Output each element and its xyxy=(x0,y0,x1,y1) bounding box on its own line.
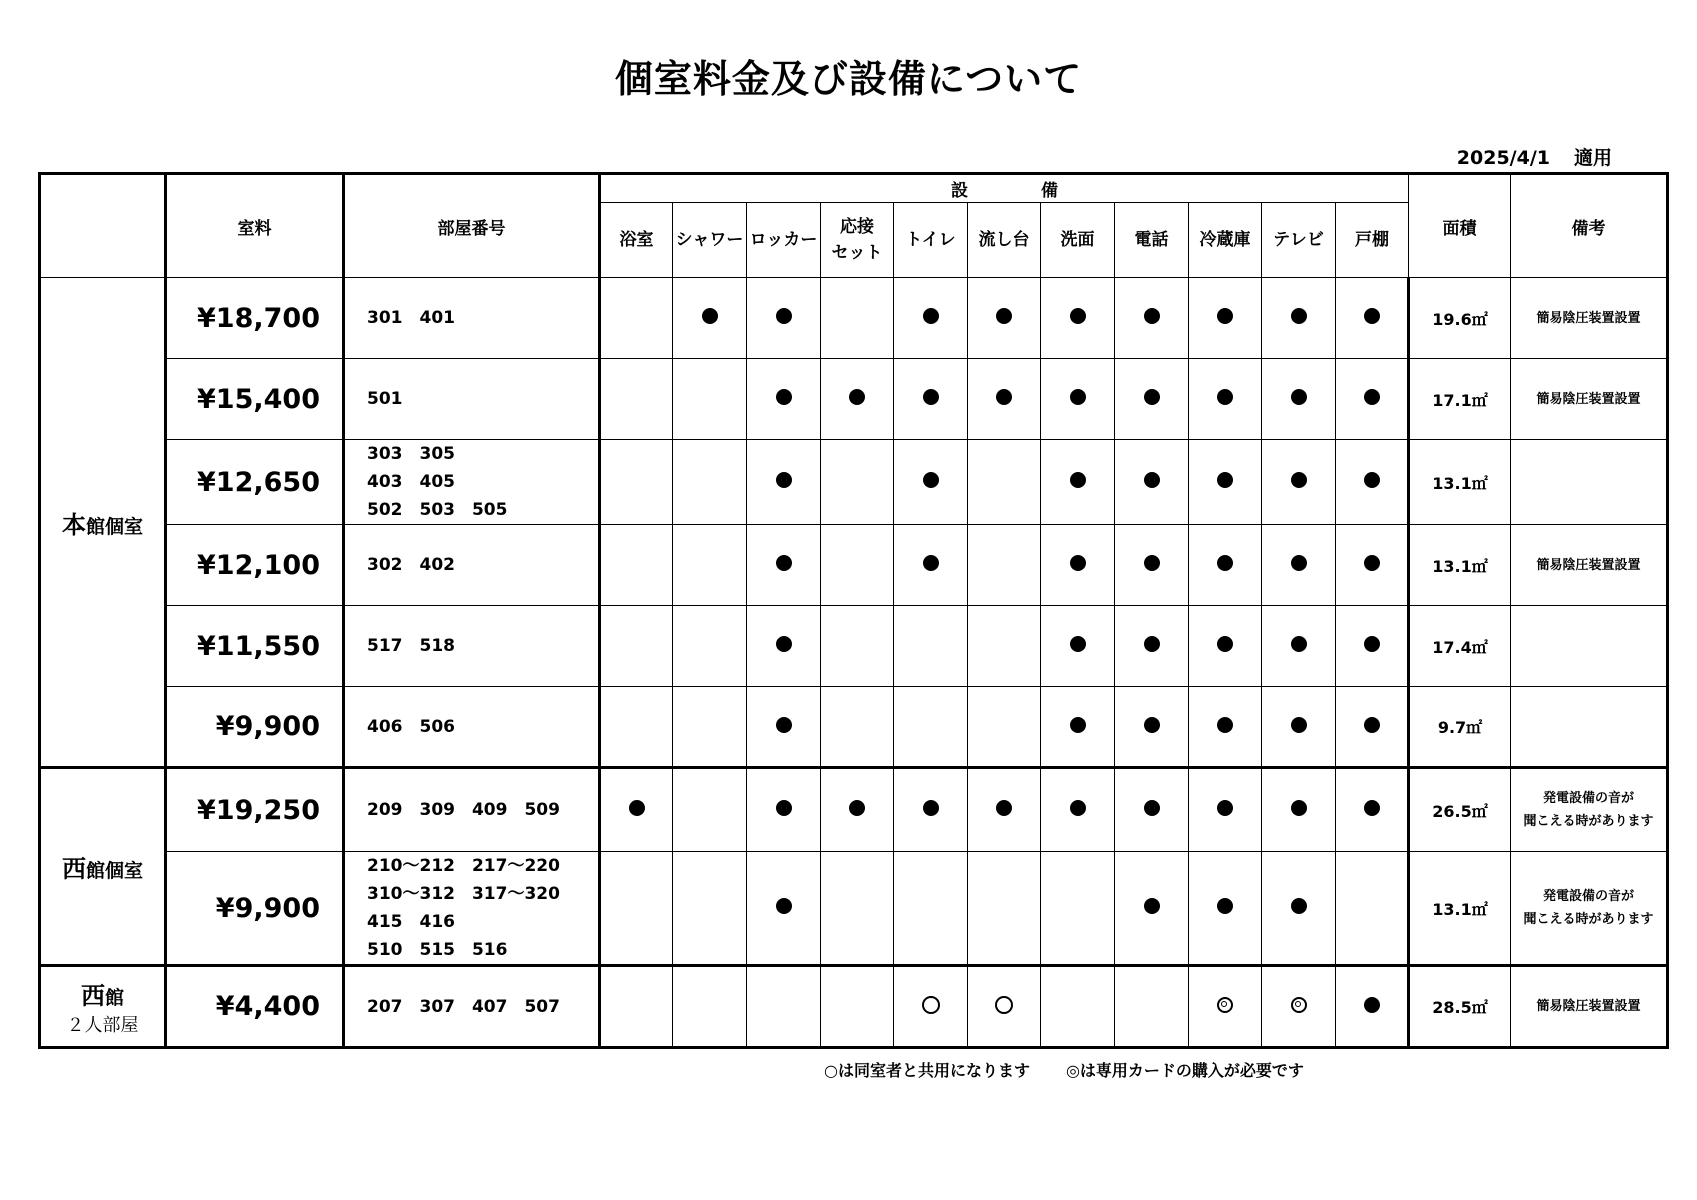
equipment-cell xyxy=(673,687,747,768)
room-area: 17.1㎡ xyxy=(1409,359,1511,440)
equipment-cell xyxy=(1336,768,1409,852)
equipment-cell xyxy=(673,359,747,440)
filled-dot-icon xyxy=(776,472,792,488)
equipment-cell xyxy=(894,359,968,440)
filled-dot-icon xyxy=(1291,472,1307,488)
filled-dot-icon xyxy=(1070,636,1086,652)
equipment-cell xyxy=(1041,768,1115,852)
header-equipment-col: 洗面 xyxy=(1041,203,1115,278)
filled-dot-icon xyxy=(776,308,792,324)
room-area: 9.7㎡ xyxy=(1409,687,1511,768)
filled-dot-icon xyxy=(1070,389,1086,405)
filled-dot-icon xyxy=(996,800,1012,816)
room-price: ¥18,700 xyxy=(166,278,344,359)
group-label-initial: 西 xyxy=(80,982,105,1010)
room-area: 13.1㎡ xyxy=(1409,440,1511,525)
filled-dot-icon xyxy=(1070,555,1086,571)
equipment-cell xyxy=(600,440,673,525)
equipment-cell xyxy=(1189,525,1262,606)
filled-dot-icon xyxy=(996,389,1012,405)
filled-dot-icon xyxy=(1070,717,1086,733)
header-equipment-col: 冷蔵庫 xyxy=(1189,203,1262,278)
filled-dot-icon xyxy=(1144,717,1160,733)
room-remark xyxy=(1511,606,1668,687)
room-number-line: 210～212 217～220 xyxy=(367,856,560,876)
filled-dot-icon xyxy=(1144,389,1160,405)
equipment-cell xyxy=(968,606,1041,687)
equipment-cell xyxy=(968,359,1041,440)
equipment-cell xyxy=(747,278,821,359)
equipment-cell xyxy=(1262,278,1336,359)
equipment-cell xyxy=(1189,852,1262,966)
equipment-cell xyxy=(1189,687,1262,768)
header-equipment-col: 戸棚 xyxy=(1336,203,1409,278)
room-area: 28.5㎡ xyxy=(1409,966,1511,1048)
table-row xyxy=(40,606,1668,687)
room-numbers xyxy=(344,440,600,525)
room-remark: 発電設備の音が 聞こえる時があります xyxy=(1511,852,1668,966)
room-price: ¥12,650 xyxy=(166,440,344,525)
equipment-cell xyxy=(673,606,747,687)
header-equipment-col: 応接 セット xyxy=(821,203,894,278)
equipment-cell xyxy=(673,852,747,966)
equipment-cell xyxy=(1336,606,1409,687)
equipment-cell xyxy=(747,768,821,852)
filled-dot-icon xyxy=(1070,308,1086,324)
equipment-cell xyxy=(1262,687,1336,768)
header-area: 面積 xyxy=(1409,174,1511,278)
room-number-line: 207 307 407 507 xyxy=(367,996,560,1017)
filled-dot-icon xyxy=(776,389,792,405)
filled-dot-icon xyxy=(923,472,939,488)
filled-dot-icon xyxy=(1364,555,1380,571)
filled-dot-icon xyxy=(1364,389,1380,405)
filled-dot-icon xyxy=(1070,472,1086,488)
filled-dot-icon xyxy=(1364,636,1380,652)
equipment-cell xyxy=(673,440,747,525)
equipment-cell xyxy=(1262,768,1336,852)
equipment-cell xyxy=(1041,440,1115,525)
filled-dot-icon xyxy=(1144,636,1160,652)
equipment-cell xyxy=(968,440,1041,525)
equipment-cell xyxy=(600,687,673,768)
equipment-cell xyxy=(1115,525,1189,606)
equipment-cell xyxy=(894,687,968,768)
room-price: ¥11,550 xyxy=(166,606,344,687)
room-numbers xyxy=(344,768,600,852)
equipment-cell xyxy=(821,852,894,966)
filled-dot-icon xyxy=(1144,800,1160,816)
equipment-cell xyxy=(1189,359,1262,440)
table-row xyxy=(40,852,1668,966)
room-remark xyxy=(1511,440,1668,525)
room-remark: 簡易陰圧装置設置 xyxy=(1511,278,1668,359)
room-number-line: 310～312 317～320 xyxy=(367,884,560,904)
equipment-cell xyxy=(1336,359,1409,440)
room-remark: 発電設備の音が 聞こえる時があります xyxy=(1511,768,1668,852)
equipment-cell xyxy=(821,359,894,440)
group-label-rest: 館 xyxy=(104,987,124,1009)
filled-dot-icon xyxy=(849,389,865,405)
equipment-cell xyxy=(1336,852,1409,966)
equipment-cell xyxy=(1115,687,1189,768)
filled-dot-icon xyxy=(1144,898,1160,914)
header-remarks: 備考 xyxy=(1511,174,1668,278)
room-price: ¥19,250 xyxy=(166,768,344,852)
equipment-cell xyxy=(821,525,894,606)
equipment-cell xyxy=(1336,440,1409,525)
filled-dot-icon xyxy=(1291,800,1307,816)
room-number-line: 415 416 xyxy=(367,912,455,932)
filled-dot-icon xyxy=(1144,555,1160,571)
filled-dot-icon xyxy=(702,308,718,324)
equipment-cell xyxy=(894,606,968,687)
equipment-cell xyxy=(600,606,673,687)
equipment-cell xyxy=(968,852,1041,966)
equipment-cell xyxy=(968,525,1041,606)
room-price: ¥9,900 xyxy=(166,687,344,768)
equipment-cell xyxy=(1115,768,1189,852)
equipment-cell xyxy=(1041,852,1115,966)
room-area: 17.4㎡ xyxy=(1409,606,1511,687)
header-equipment-col: テレビ xyxy=(1262,203,1336,278)
equipment-cell xyxy=(1262,440,1336,525)
equipment-cell xyxy=(747,966,821,1048)
filled-dot-icon xyxy=(1291,389,1307,405)
equipment-cell xyxy=(747,525,821,606)
equipment-cell xyxy=(1336,525,1409,606)
equipment-cell xyxy=(894,852,968,966)
filled-dot-icon xyxy=(1291,555,1307,571)
header-rooms: 部屋番号 xyxy=(344,174,600,278)
filled-dot-icon xyxy=(1144,472,1160,488)
equipment-cell xyxy=(673,525,747,606)
equipment-cell xyxy=(673,768,747,852)
filled-dot-icon xyxy=(1364,308,1380,324)
equipment-cell xyxy=(894,525,968,606)
equipment-cell xyxy=(968,278,1041,359)
equipment-cell xyxy=(747,440,821,525)
filled-dot-icon xyxy=(1364,800,1380,816)
equipment-cell xyxy=(1336,278,1409,359)
room-number-line: 303 305 xyxy=(367,444,455,464)
equipment-cell xyxy=(1336,966,1409,1048)
room-remark: 簡易陰圧装置設置 xyxy=(1511,525,1668,606)
equipment-cell xyxy=(1262,852,1336,966)
equipment-cell xyxy=(894,966,968,1048)
date-value: 2025/4/1 xyxy=(1456,147,1550,169)
filled-dot-icon xyxy=(776,898,792,914)
filled-dot-icon xyxy=(923,389,939,405)
page-title: 個室料金及び設備について xyxy=(614,57,1083,101)
equipment-cell xyxy=(600,359,673,440)
equipment-cell xyxy=(600,966,673,1048)
filled-dot-icon xyxy=(1217,555,1233,571)
equipment-cell xyxy=(968,966,1041,1048)
room-number-line: 302 402 xyxy=(367,555,455,575)
equipment-cell xyxy=(747,687,821,768)
filled-dot-icon xyxy=(923,555,939,571)
equipment-cell xyxy=(673,278,747,359)
room-price: ¥15,400 xyxy=(166,359,344,440)
equipment-cell xyxy=(1115,852,1189,966)
room-number-line: 301 401 xyxy=(367,308,455,328)
room-remark: 簡易陰圧装置設置 xyxy=(1511,359,1668,440)
group-label-rest: 館個室 xyxy=(85,515,143,538)
room-numbers xyxy=(344,966,600,1048)
equipment-cell xyxy=(1041,278,1115,359)
equipment-cell xyxy=(1041,606,1115,687)
filled-dot-icon xyxy=(1217,800,1233,816)
table-row xyxy=(40,966,1668,1048)
open-circle-icon xyxy=(922,996,940,1014)
filled-dot-icon xyxy=(923,800,939,816)
group-label xyxy=(40,278,166,768)
equipment-cell xyxy=(1189,278,1262,359)
filled-dot-icon xyxy=(776,555,792,571)
filled-dot-icon xyxy=(1217,389,1233,405)
equipment-cell xyxy=(1115,359,1189,440)
group-label-initial: 本 xyxy=(61,510,86,539)
room-area: 13.1㎡ xyxy=(1409,525,1511,606)
equipment-cell xyxy=(747,606,821,687)
equipment-cell xyxy=(821,440,894,525)
filled-dot-icon xyxy=(1291,636,1307,652)
header-equipment-col: トイレ xyxy=(894,203,968,278)
double-circle-icon xyxy=(1217,997,1233,1013)
date-suffix: 適用 xyxy=(1573,147,1612,169)
filled-dot-icon xyxy=(1217,717,1233,733)
header-equipment-col: 浴室 xyxy=(600,203,673,278)
filled-dot-icon xyxy=(629,800,645,816)
legend-circle: ○は同室者と共用になります xyxy=(824,1061,1030,1080)
room-numbers xyxy=(344,278,600,359)
open-circle-icon xyxy=(995,996,1013,1014)
equipment-cell xyxy=(1041,359,1115,440)
table-row xyxy=(40,687,1668,768)
filled-dot-icon xyxy=(923,308,939,324)
table-row xyxy=(40,440,1668,525)
equipment-cell xyxy=(1262,359,1336,440)
equipment-cell xyxy=(894,278,968,359)
group-label-rest: 館個室 xyxy=(85,860,143,882)
effective-date xyxy=(1457,143,1612,170)
equipment-cell xyxy=(821,278,894,359)
equipment-cell xyxy=(1115,966,1189,1048)
filled-dot-icon xyxy=(1217,898,1233,914)
room-price: ¥9,900 xyxy=(166,852,344,966)
group-label-sub: ２人部屋 xyxy=(66,1015,139,1036)
equipment-cell xyxy=(1115,606,1189,687)
equipment-cell xyxy=(673,966,747,1048)
group-label xyxy=(40,966,166,1048)
header-equipment-col: 流し台 xyxy=(968,203,1041,278)
equipment-cell xyxy=(968,768,1041,852)
equipment-cell xyxy=(1115,278,1189,359)
room-price: ¥4,400 xyxy=(166,966,344,1048)
equipment-cell xyxy=(1189,440,1262,525)
equipment-cell xyxy=(747,359,821,440)
room-number-line: 403 405 xyxy=(367,472,455,492)
room-numbers xyxy=(344,359,600,440)
room-area: 26.5㎡ xyxy=(1409,768,1511,852)
equipment-cell xyxy=(1262,525,1336,606)
room-number-line: 517 518 xyxy=(367,636,455,656)
room-remark xyxy=(1511,687,1668,768)
equipment-cell xyxy=(747,852,821,966)
header-group xyxy=(40,174,166,278)
table-row xyxy=(40,525,1668,606)
room-area: 19.6㎡ xyxy=(1409,278,1511,359)
equipment-cell xyxy=(1189,606,1262,687)
filled-dot-icon xyxy=(1291,308,1307,324)
room-number-line: 502 503 505 xyxy=(367,500,508,520)
filled-dot-icon xyxy=(1217,636,1233,652)
equipment-cell xyxy=(1262,966,1336,1048)
equipment-cell xyxy=(1041,525,1115,606)
filled-dot-icon xyxy=(1291,898,1307,914)
equipment-cell xyxy=(821,966,894,1048)
room-number-line: 209 309 409 509 xyxy=(367,800,560,820)
equipment-cell xyxy=(1262,606,1336,687)
filled-dot-icon xyxy=(1364,717,1380,733)
filled-dot-icon xyxy=(1070,800,1086,816)
filled-dot-icon xyxy=(776,636,792,652)
filled-dot-icon xyxy=(1217,308,1233,324)
filled-dot-icon xyxy=(1364,997,1380,1013)
header-equipment-col: ロッカー xyxy=(747,203,821,278)
equipment-cell xyxy=(600,525,673,606)
equipment-cell xyxy=(821,768,894,852)
filled-dot-icon xyxy=(1217,472,1233,488)
equipment-cell xyxy=(600,852,673,966)
equipment-cell xyxy=(1189,966,1262,1048)
equipment-cell xyxy=(1336,687,1409,768)
filled-dot-icon xyxy=(1291,717,1307,733)
equipment-cell xyxy=(1115,440,1189,525)
header-equipment-col: シャワー xyxy=(673,203,747,278)
filled-dot-icon xyxy=(996,308,1012,324)
group-label xyxy=(40,768,166,966)
equipment-cell xyxy=(821,606,894,687)
room-number-line: 406 506 xyxy=(367,716,455,737)
group-label-initial: 西 xyxy=(61,855,86,883)
room-number-line: 501 xyxy=(367,389,403,409)
room-numbers xyxy=(344,687,600,768)
room-rate-table xyxy=(38,172,1669,1049)
header-equipment: 設 備 xyxy=(600,174,1409,203)
equipment-cell xyxy=(600,768,673,852)
table-row xyxy=(40,359,1668,440)
room-number-line: 510 515 516 xyxy=(367,940,508,960)
filled-dot-icon xyxy=(849,800,865,816)
equipment-cell xyxy=(1041,966,1115,1048)
filled-dot-icon xyxy=(776,800,792,816)
table-row xyxy=(40,278,1668,359)
room-remark: 簡易陰圧装置設置 xyxy=(1511,966,1668,1048)
filled-dot-icon xyxy=(1144,308,1160,324)
filled-dot-icon xyxy=(776,717,792,733)
equipment-cell xyxy=(894,440,968,525)
legend-double-circle: ◎は専用カードの購入が必要です xyxy=(1065,1061,1304,1080)
room-area: 13.1㎡ xyxy=(1409,852,1511,966)
equipment-cell xyxy=(894,768,968,852)
room-numbers xyxy=(344,525,600,606)
equipment-cell xyxy=(821,687,894,768)
equipment-cell xyxy=(1041,687,1115,768)
room-numbers xyxy=(344,852,600,966)
double-circle-icon xyxy=(1291,997,1307,1013)
equipment-cell xyxy=(968,687,1041,768)
table-row xyxy=(40,768,1668,852)
equipment-cell xyxy=(1189,768,1262,852)
equipment-cell xyxy=(600,278,673,359)
legend-note xyxy=(824,1058,1304,1081)
room-numbers xyxy=(344,606,600,687)
header-price: 室料 xyxy=(166,174,344,278)
room-price: ¥12,100 xyxy=(166,525,344,606)
filled-dot-icon xyxy=(1364,472,1380,488)
header-equipment-col: 電話 xyxy=(1115,203,1189,278)
